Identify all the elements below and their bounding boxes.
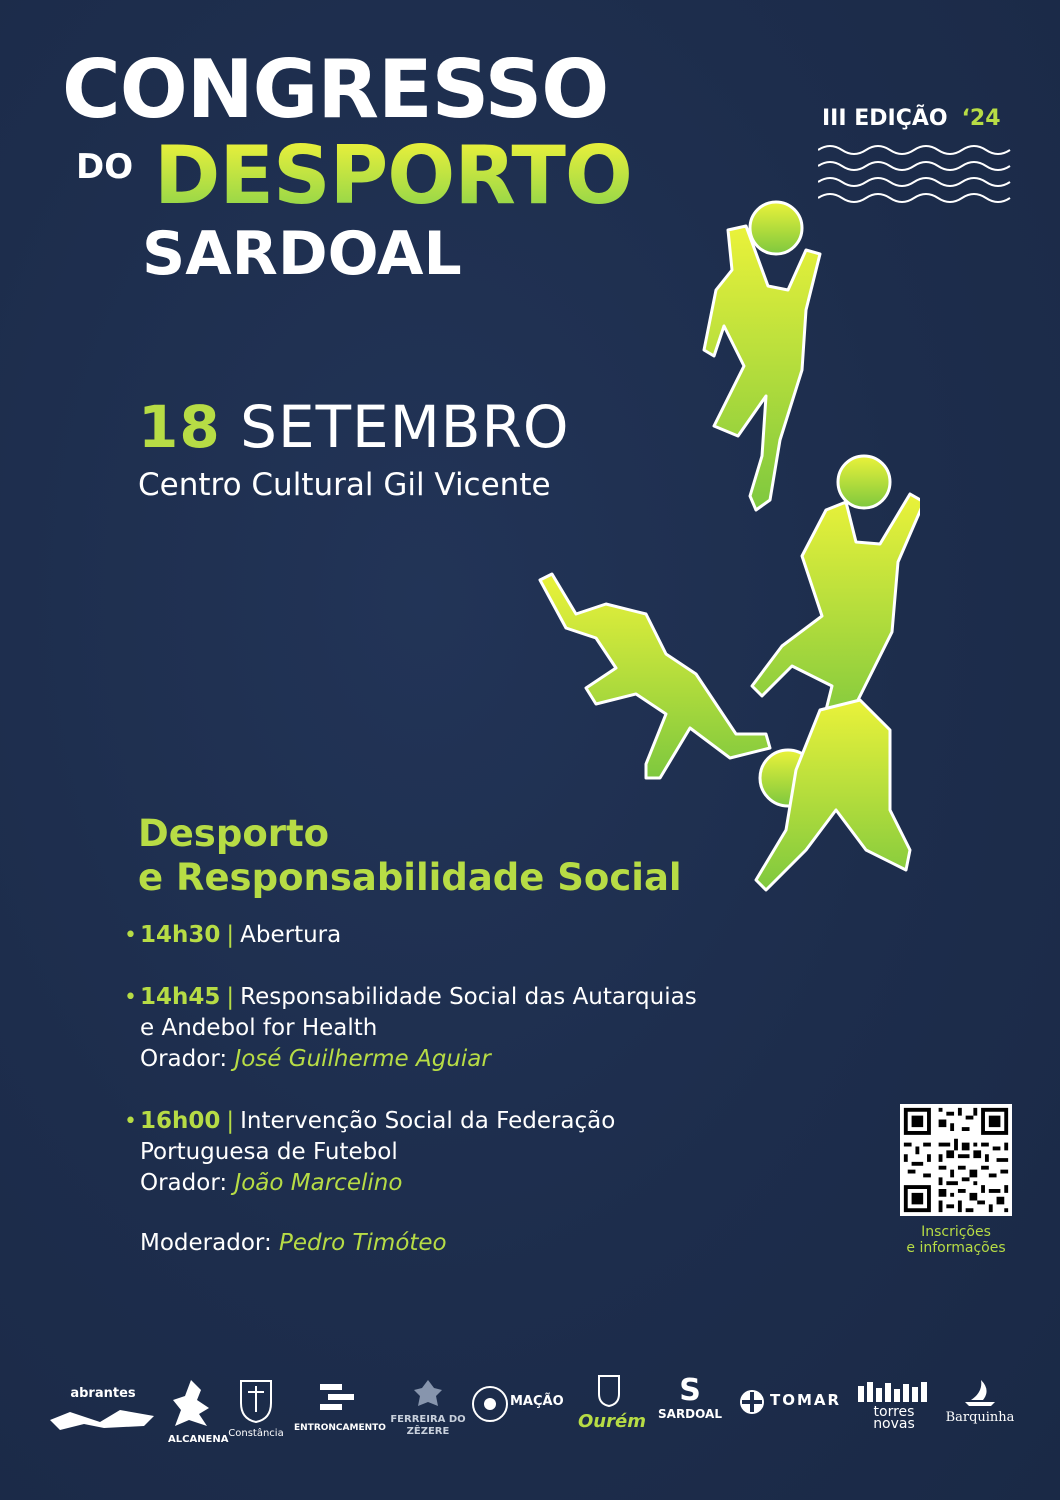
title-do: DO	[76, 147, 134, 187]
edition-year: ‘24	[961, 106, 1001, 131]
logo-sardoal-text: SARDOAL	[658, 1407, 722, 1421]
bullet-icon: •	[124, 1109, 137, 1134]
qr-caption-line2: e informações	[906, 1240, 1006, 1256]
program-time: 14h30	[140, 922, 221, 948]
program-time: 14h45	[140, 984, 221, 1010]
program-title-cont: e Andebol for Health	[140, 1015, 378, 1041]
partner-logos	[40, 1370, 1030, 1450]
section-title	[138, 812, 682, 900]
program-list	[124, 920, 764, 1230]
bullet-icon: •	[124, 923, 137, 948]
moderator-name: Pedro Timóteo	[279, 1230, 447, 1256]
logo-ourem-text: Ourém	[578, 1411, 646, 1432]
program-title: Responsabilidade Social das Autarquias	[240, 984, 697, 1010]
athlete-running	[540, 574, 770, 778]
title-sardoal: SARDOAL	[142, 219, 462, 289]
program-item	[124, 1106, 764, 1199]
logo-ourem	[578, 1374, 646, 1432]
sardoal-s-icon: S	[679, 1373, 701, 1408]
qr-caption-line1: Inscrições	[921, 1224, 991, 1240]
logo-abrantes-text: abrantes	[70, 1386, 136, 1401]
qr-code[interactable]	[900, 1104, 1012, 1216]
edition-label	[822, 108, 1001, 130]
logo-constancia	[226, 1378, 286, 1440]
alcanena-mark-icon	[171, 1378, 215, 1430]
section-title-line1: Desporto	[138, 812, 330, 855]
entroncamento-mark-icon	[316, 1382, 356, 1418]
program-speaker-row	[140, 1044, 764, 1075]
logo-entroncamento-text: ENTRONCAMENTO	[294, 1423, 386, 1433]
logo-sardoal	[652, 1374, 728, 1420]
program-item	[124, 920, 764, 951]
moderator	[140, 1228, 447, 1259]
logo-tomar-text: TOMAR	[770, 1391, 842, 1409]
title-desporto: DESPORTO	[154, 129, 632, 222]
program-title: Intervenção Social da Federação	[240, 1108, 616, 1134]
program-speaker-row	[140, 1168, 764, 1199]
logo-alcanena-text: ALCANENA	[168, 1434, 229, 1445]
separator: |	[226, 922, 235, 948]
bullet-icon: •	[124, 985, 137, 1010]
logo-constancia-text: Constância	[228, 1428, 284, 1439]
logo-barquinha	[940, 1378, 1020, 1424]
program-title-cont: Portuguesa de Futebol	[140, 1139, 398, 1165]
program-title: Abertura	[240, 922, 342, 948]
event-date	[138, 393, 570, 461]
torres-novas-mark-icon	[856, 1380, 932, 1402]
logo-ferreira	[390, 1378, 466, 1438]
ferreira-mark-icon	[412, 1378, 444, 1410]
separator: |	[226, 1108, 235, 1134]
speaker-label: Orador:	[140, 1046, 228, 1072]
logo-macao-text: MAÇÃO	[510, 1394, 564, 1409]
separator: |	[226, 984, 235, 1010]
logo-macao	[470, 1384, 570, 1428]
program-item	[124, 982, 764, 1075]
speaker-name: João Marcelino	[234, 1170, 403, 1196]
logo-torres-novas-text: torres novas	[873, 1404, 915, 1432]
event-venue: Centro Cultural Gil Vicente	[138, 467, 551, 503]
ball-icon	[838, 456, 890, 508]
logo-abrantes	[48, 1388, 158, 1434]
ball-icon	[750, 202, 802, 254]
section-title-line2: e Responsabilidade Social	[138, 856, 682, 899]
ourem-shield-icon	[597, 1374, 621, 1408]
edition-text: III EDIÇÃO	[822, 106, 948, 131]
barquinha-boat-icon	[963, 1378, 997, 1408]
constancia-shield-icon	[238, 1378, 274, 1424]
program-time: 16h00	[140, 1108, 221, 1134]
logo-entroncamento	[294, 1382, 386, 1434]
title-congresso: CONGRESSO	[62, 43, 609, 136]
qr-caption	[880, 1224, 1032, 1256]
logo-barquinha-text: Barquinha	[945, 1410, 1015, 1425]
event-month: SETEMBRO	[240, 393, 570, 461]
moderator-label: Moderador:	[140, 1230, 272, 1256]
logo-ferreira-text: FERREIRA DO ZÊZERE	[390, 1414, 466, 1437]
athlete-throwing	[752, 494, 920, 732]
speaker-name: José Guilherme Aguiar	[234, 1046, 491, 1072]
logo-torres-novas	[854, 1380, 934, 1430]
logo-alcanena	[168, 1378, 229, 1446]
tomar-cross-icon	[738, 1388, 766, 1416]
athlete-jumping	[704, 226, 820, 510]
abrantes-mark-icon	[48, 1400, 158, 1430]
event-day: 18	[138, 393, 221, 461]
speaker-label: Orador:	[140, 1170, 228, 1196]
